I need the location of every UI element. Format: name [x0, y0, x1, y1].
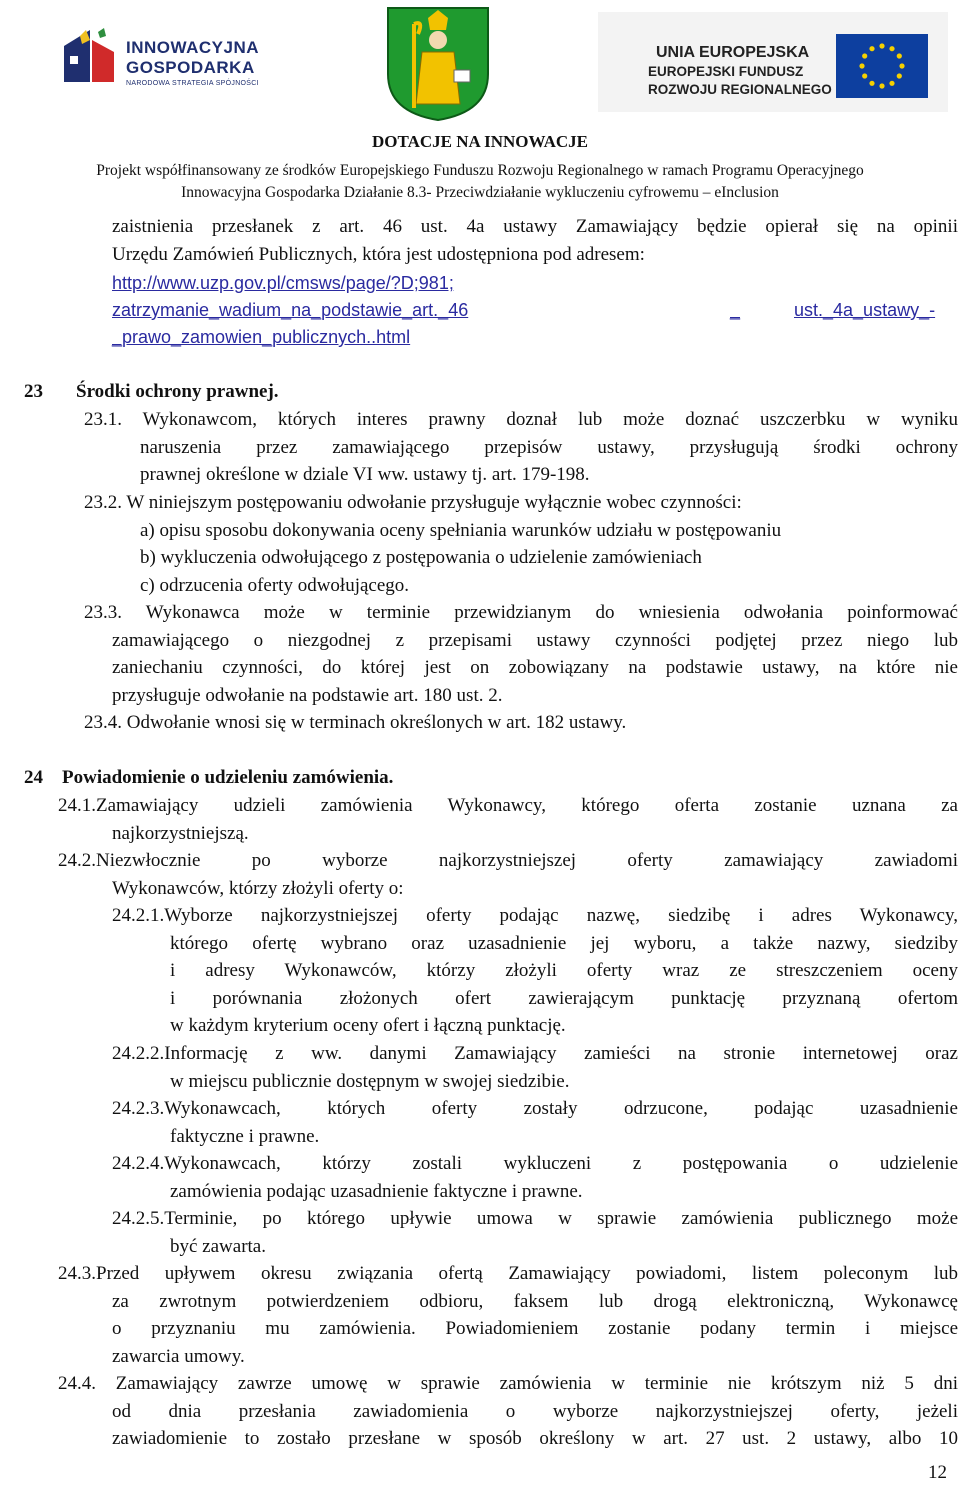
para-23-3-line1: 23.3. Wykonawca może w terminie przewidzianym do wniesienia odwołania poinformować [84, 602, 958, 623]
section-24-heading: Powiadomienie o udzieleniu zamówienia. [62, 767, 394, 788]
para-24-3-line4: zawarcia umowy. [112, 1346, 245, 1367]
header-project-line2: Innowacyjna Gospodarka Działanie 8.3- Przeciwdziałanie wykluczeniu cyfrowemu – eInclusion [181, 184, 779, 201]
para-23-3-line3: zaniechaniu czynności, do której jest on zobowiązany na podstawie ustawy, na które nie [112, 657, 958, 678]
para-23-2-line1: 23.2. W niniejszym postępowaniu odwołanie przysługuje wyłącznie wobec czynności: [84, 492, 742, 513]
para-23-1-line1: 23.1. Wykonawcom, których interes prawny doznał lub może doznać uszczerbku w wyniku [84, 409, 958, 430]
logo-left-line3: NARODOWA STRATEGIA SPÓJNOŚCI [126, 80, 259, 87]
para-24-2-3-line2: faktyczne i prawne. [170, 1126, 320, 1147]
header-project-line1: Projekt współfinansowany ze środków Europejskiego Funduszu Rozwoju Regionalnego w ramach Programu Operacyjnego [96, 162, 864, 179]
uzp-link-part1[interactable]: http://www.uzp.gov.pl/cmsws/page/?D;981; [112, 273, 454, 293]
para-23-3-line2: zamawiającego o niezgodnej z przepisami ustawy czynności podjętej przez niego lub [112, 630, 958, 651]
para-24-1-line2: najkorzystniejszą. [112, 823, 249, 844]
uzp-link-part2-end[interactable]: ust._4a_ustawy_- [794, 300, 936, 320]
para-23-3-line4: przysługuje odwołanie na podstawie art. 180 ust. 2. [112, 685, 503, 706]
logo-right-line2: EUROPEJSKI FUNDUSZ [648, 64, 804, 79]
logo-left-line1: INNOWACYJNA [126, 38, 260, 57]
para-24-2-5-line1: 24.2.5.Terminie, po którego upływie umowa w sprawie zamówienia publicznego może [112, 1208, 958, 1229]
para-24-2-5-line2: być zawarta. [170, 1236, 266, 1257]
eu-flag-icon [836, 34, 928, 98]
para-24-2-2-line1: 24.2.2.Informację z ww. danymi Zamawiający zamieści na stronie internetowej oraz [112, 1043, 958, 1064]
para-23-2-item-c: c) odrzucenia oferty odwołującego. [140, 575, 410, 596]
para-23-2-item-b: b) wykluczenia odwołującego z postępowania o udzielenie zamówieniach [140, 547, 702, 568]
section-24-number: 24 [24, 767, 43, 788]
para-24-1-line1: 24.1.Zamawiający udzieli zamówienia Wykonawcy, którego oferta zostanie uznana za [58, 795, 958, 816]
intro-line2: Urzędu Zamówień Publicznych, która jest udostępniona pod adresem: [112, 244, 645, 265]
para-24-2-2-line2: w miejscu publicznie dostępnym w swojej siedzibie. [170, 1071, 570, 1092]
para-24-4-line2: od dnia przesłania zawiadomienia o wyborze najkorzystniejszej oferty, jeżeli [112, 1401, 958, 1422]
logo-right-line1: UNIA EUROPEJSKA [656, 44, 810, 61]
page-header [0, 0, 960, 205]
para-24-3-line3: o przyznaniu mu zamówienia. Powiadomieniem zostanie podany termin i miejsce [112, 1318, 958, 1339]
para-24-2-4-line1: 24.2.4.Wykonawcach, którzy zostali wykluczeni z postępowania o udzielenie [112, 1153, 958, 1174]
logo-right-line3: ROZWOJU REGIONALNEGO [648, 82, 832, 97]
para-24-2-1-line5: w każdym kryterium oceny ofert i łączną punktację. [170, 1015, 566, 1036]
uzp-link-part2[interactable]: zatrzymanie_wadium_na_podstawie_art._46 [112, 300, 469, 320]
uzp-link-part3[interactable]: _prawo_zamowien_publicznych..html [112, 327, 411, 347]
para-24-2-1-line2: którego ofertę wybrano oraz uzasadnienie jej wyboru, a także nazwy, siedziby [170, 933, 958, 954]
para-24-2-line2: Wykonawców, którzy złożyli oferty o: [112, 878, 404, 899]
para-24-2-1-line1: 24.2.1.Wyborze najkorzystniejszej oferty podając nazwę, siedzibę i adres Wykonawcy, [112, 905, 958, 926]
para-24-2-4-line2: zamówienia podając uzasadnienie faktyczne i prawne. [170, 1181, 583, 1202]
innowacyjna-gospodarka-mark-icon [60, 26, 116, 86]
para-24-4-line3: zawiadomienie to zostało przesłane w sposób określony w art. 27 ust. 2 ustawy, albo 10 [112, 1428, 958, 1449]
coat-of-arms-icon [384, 4, 492, 122]
header-title: DOTACJE NA INNOWACJE [372, 132, 588, 151]
para-23-2-item-a: a) opisu sposobu dokonywania oceny spełniania warunków udziału w postępowaniu [140, 520, 782, 541]
logo-left-line2: GOSPODARKA [126, 58, 255, 77]
para-23-1-line2: naruszenia przez zamawiającego przepisów ustawy, przysługują środki ochrony [140, 437, 958, 458]
para-24-3-line1: 24.3.Przed upływem okresu związania ofertą Zamawiający powiadomi, listem poleconym lub [58, 1263, 958, 1284]
section-23-heading: Środki ochrony prawnej. [76, 381, 279, 402]
section-23-number: 23 [24, 381, 43, 402]
intro-line1: zaistnienia przesłanek z art. 46 ust. 4a ustawy Zamawiający będzie opierał się na opinii [112, 216, 958, 237]
para-24-3-line2: za zwrotnym potwierdzeniem odbioru, faksem lub drogą elektroniczną, Wykonawcę [112, 1291, 958, 1312]
para-23-1-line3: prawnej określone w dziale VI ww. ustawy tj. art. 179-198. [140, 464, 590, 485]
page-number: 12 [928, 1462, 947, 1483]
uzp-link-part2-gap[interactable]: _ [730, 300, 741, 320]
para-23-4: 23.4. Odwołanie wnosi się w terminach określonych w art. 182 ustawy. [84, 712, 627, 733]
para-24-2-line1: 24.2.Niezwłocznie po wyborze najkorzystniejszej oferty zamawiający zawiadomi [58, 850, 958, 871]
para-24-2-1-line4: i porównania złożonych ofert zawierającym punktację przyznaną ofertom [170, 988, 958, 1009]
para-24-4-line1: 24.4. Zamawiający zawrze umowę w sprawie zamówienia w terminie nie krótszym niż 5 dni [58, 1373, 958, 1394]
innowacyjna-gospodarka-logo [60, 20, 270, 100]
para-24-2-3-line1: 24.2.3.Wykonawcach, których oferty zostały odrzucone, podając uzasadnienie [112, 1098, 958, 1119]
eu-fund-logo [598, 12, 948, 112]
para-24-2-1-line3: i adresy Wykonawców, którzy złożyli oferty wraz ze streszczeniem oceny [170, 960, 958, 981]
